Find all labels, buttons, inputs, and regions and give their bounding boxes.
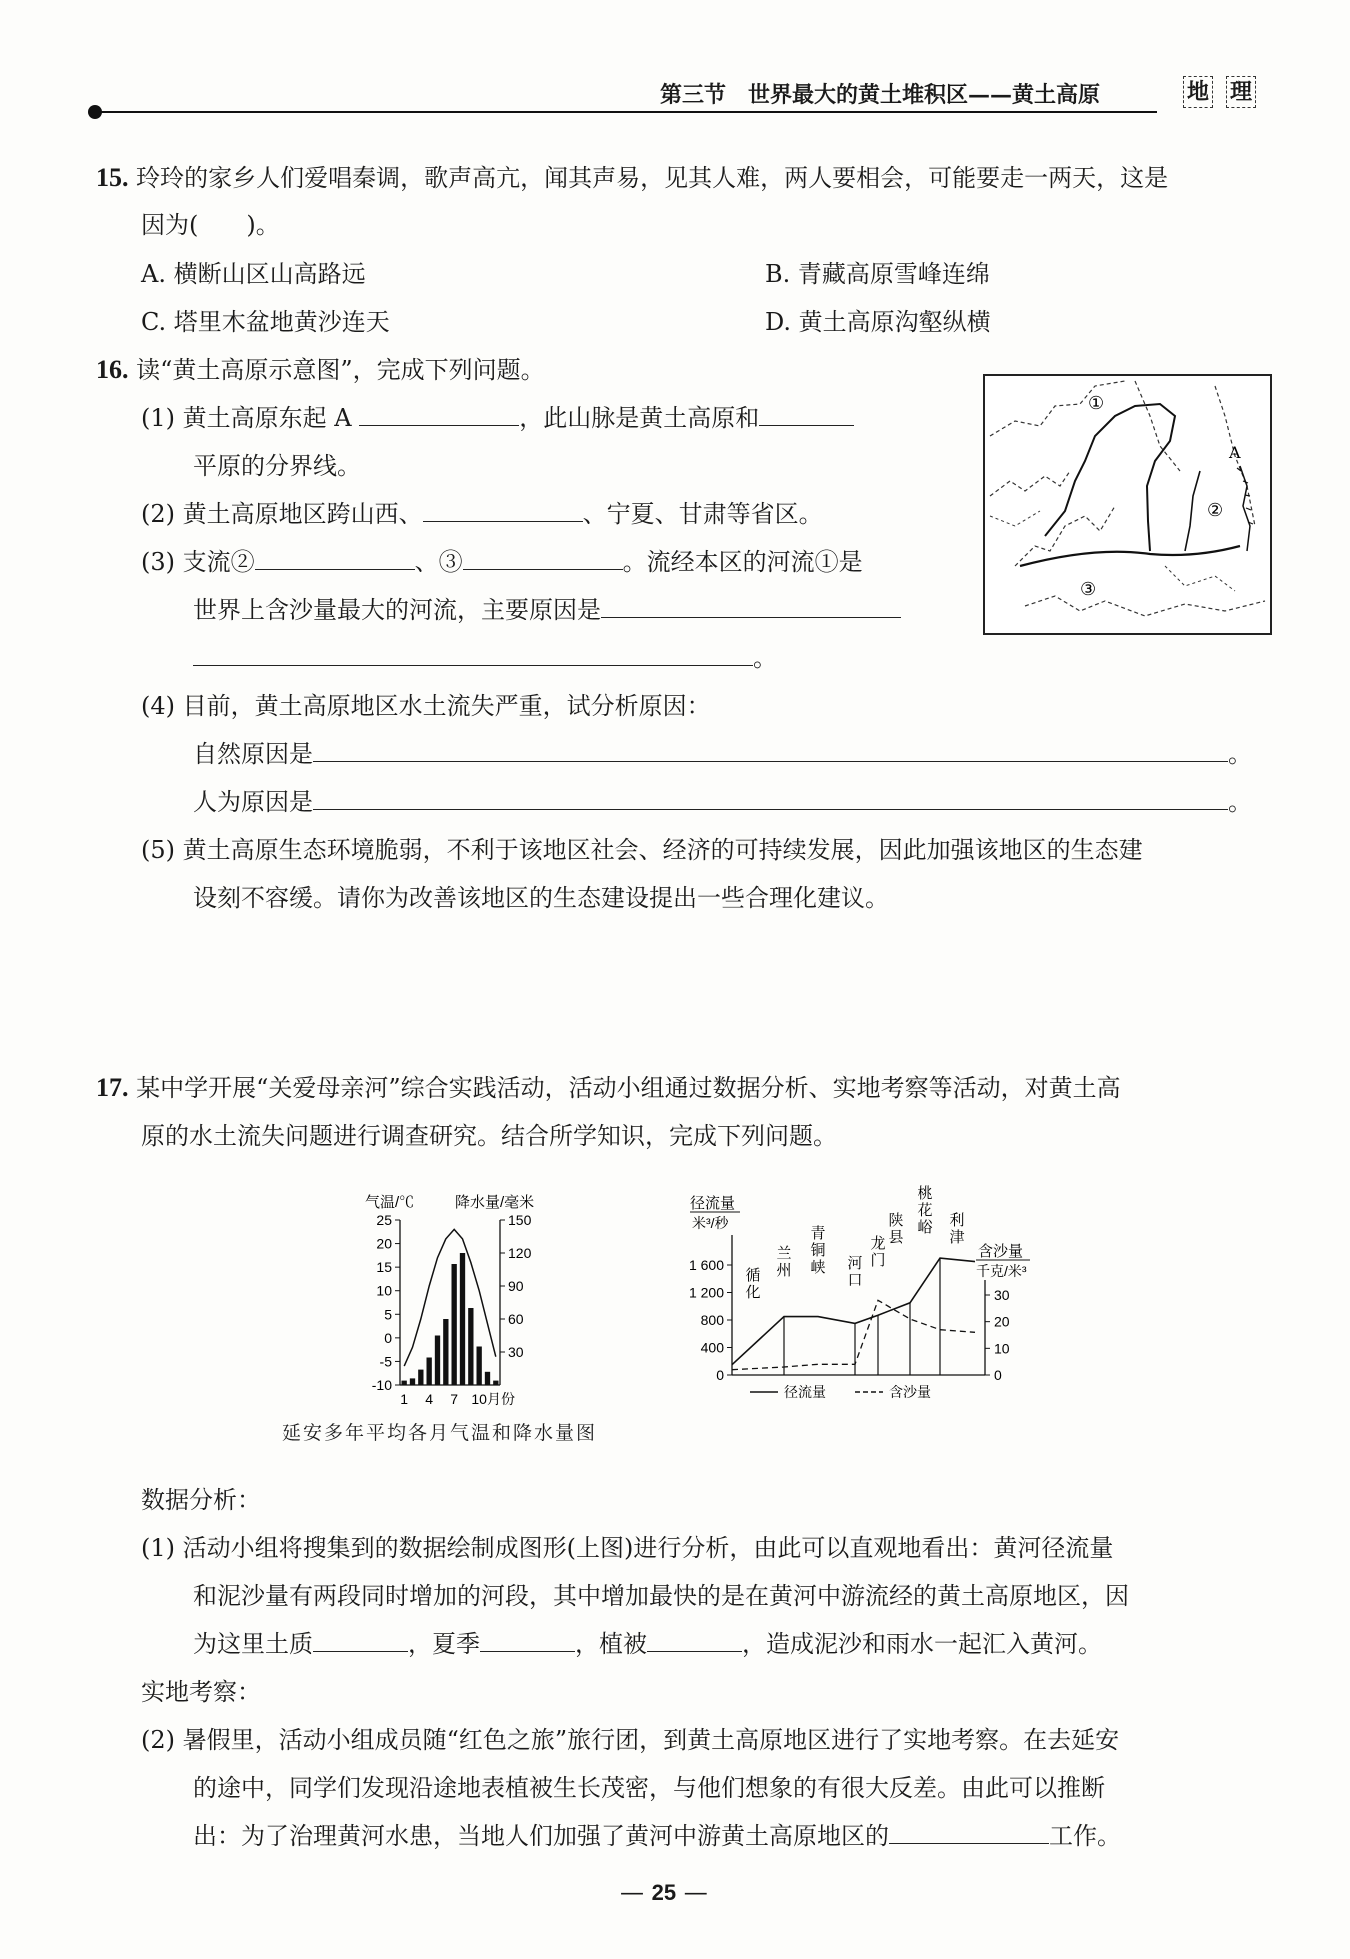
climate-left-axis-label: 气温/℃ (365, 1194, 415, 1211)
sediment-tick-label: 30 (994, 1287, 1010, 1303)
station-label (870, 1235, 885, 1269)
map-label-1: ① (1088, 393, 1105, 414)
q16 (96, 350, 545, 385)
station-label-char: 利 (949, 1212, 965, 1229)
q17-p2-blank[interactable] (889, 1821, 1049, 1844)
q16-part3-line2 (193, 590, 901, 625)
q16-p4-text-a: (4) 目前，黄土高原地区水土流失严重，试分析原因： (141, 692, 711, 720)
q16-part2 (141, 494, 823, 529)
q15-option-d: D. 黄土高原沟壑纵横 (765, 308, 991, 336)
header-rule (92, 111, 1157, 113)
climate-x-label: 月份 (487, 1391, 515, 1407)
sediment-axis-label-2: 千克/米³ (976, 1263, 1027, 1279)
q16-p3-blank-d[interactable] (193, 643, 753, 666)
q17-part2-line3 (193, 1816, 1121, 1851)
station-label-char: 青 (810, 1225, 826, 1242)
map-label-3: ③ (1080, 579, 1097, 600)
precipitation-bar (485, 1372, 490, 1385)
q17-part1-line3 (193, 1624, 1102, 1659)
q17-p1-text-b: 和泥沙量有两段同时增加的河段，其中增加最快的是在黄河中游流经的黄土高原地区，因 (193, 1582, 1129, 1610)
climate-x-tick-label: 7 (450, 1391, 459, 1407)
q17-p1-blank-soil[interactable] (313, 1629, 408, 1652)
subject-char-1: 地 (1183, 76, 1213, 108)
precipitation-bar (402, 1381, 407, 1385)
q15-option-b: B. 青藏高原雪峰连绵 (765, 260, 990, 288)
q16-p5-text-b: 设刻不容缓。请你为改善该地区的生态建设提出一些合理化建议。 (193, 884, 889, 912)
climate-right-tick-label: 120 (508, 1245, 532, 1261)
precipitation-bar (410, 1378, 415, 1385)
station-label-char: 化 (745, 1284, 761, 1301)
q15-stem-2: 因为( )。 (141, 211, 280, 239)
climate-left-tick-label: 10 (376, 1282, 392, 1299)
station-label-char: 州 (776, 1262, 792, 1279)
sediment-tick-label: 20 (994, 1313, 1010, 1330)
q16-p3-text-c: 。流经本区的河流①是 (622, 548, 863, 576)
q16-p2-text-b: 、宁夏、甘肃等省区。 (582, 500, 823, 528)
q17-p1-text-c3: ，植被 (575, 1630, 647, 1658)
q17-stem-1: 某中学开展“关爱母亲河”综合实践活动，活动小组通过数据分析、实地考察等活动，对黄土高 (136, 1074, 1121, 1102)
station-label (776, 1245, 791, 1279)
river-chart (680, 1170, 1050, 1416)
q15-option-c: C. 塔里木盆地黄沙连天 (141, 308, 390, 336)
q16-part4-natural (193, 734, 1252, 769)
q15-option-a: A. 横断山区山高路远 (141, 260, 366, 288)
climate-right-axis-label: 降水量/毫米 (455, 1194, 535, 1211)
climate-chart (355, 1185, 585, 1421)
map-label-a: A (1229, 443, 1241, 462)
runoff-axis-label-1: 径流量 (690, 1195, 736, 1212)
q16-p1-blank-b[interactable] (759, 403, 854, 426)
precipitation-bar (435, 1336, 440, 1386)
q16-p3-end: 。 (753, 644, 777, 672)
q16-number: 16. (96, 355, 129, 384)
climate-left-tick-label: 25 (376, 1212, 392, 1228)
precipitation-bar (452, 1264, 457, 1385)
map-label-2: ② (1207, 500, 1224, 521)
q16-part4-human (193, 782, 1252, 817)
sediment-axis-label-1: 含沙量 (978, 1243, 1024, 1260)
climate-left-tick-label: -10 (371, 1377, 392, 1393)
station-label (745, 1267, 760, 1301)
precipitation-bar (427, 1358, 432, 1386)
q16-p3-text-a: (3) 支流② (141, 548, 255, 576)
q17-p1-text-c4: ，造成泥沙和雨水一起汇入黄河。 (742, 1630, 1102, 1658)
station-label-char: 循 (745, 1267, 761, 1284)
q17-p1-text-c1: 为这里土质 (193, 1630, 313, 1658)
q15-number: 15. (96, 163, 129, 192)
precipitation-bar (468, 1308, 473, 1385)
station-label-char: 口 (847, 1272, 863, 1289)
q17-p1-text-c2: ，夏季 (408, 1630, 480, 1658)
climate-x-tick-label: 1 (400, 1391, 409, 1407)
climate-left-tick-label: -5 (379, 1353, 392, 1370)
q16-p5-text-a: (5) 黄土高原生态环境脆弱，不利于该地区社会、经济的可持续发展，因此加强该地区的生态建 (141, 836, 1143, 864)
climate-right-tick-label: 150 (508, 1212, 532, 1228)
climate-right-tick-label: 30 (508, 1344, 524, 1360)
precipitation-bar (443, 1319, 448, 1385)
q16-part1-line1 (141, 398, 854, 433)
station-label-char: 峪 (917, 1219, 933, 1236)
runoff-tick-label: 1 200 (688, 1284, 724, 1301)
station-label (810, 1225, 825, 1276)
station-label-char: 铜 (810, 1242, 826, 1259)
page-footer (620, 1878, 708, 1906)
q16-p3-blank-b[interactable] (463, 547, 623, 570)
sediment-tick-label: 10 (994, 1340, 1010, 1357)
q16-p1-text-c: 平原的分界线。 (193, 452, 361, 480)
q16-part3-line1 (141, 542, 863, 577)
station-label-char: 花 (917, 1202, 933, 1219)
q16-stem: 读“黄土高原示意图”，完成下列问题。 (136, 356, 545, 384)
station-label-char: 县 (888, 1229, 904, 1246)
q16-p4-blank-human[interactable] (313, 787, 1228, 810)
legend-runoff: 径流量 (784, 1384, 826, 1400)
precipitation-bar (418, 1370, 423, 1385)
q16-p1-text-a: (1) 黄土高原东起 A (141, 404, 352, 432)
climate-left-tick-label: 20 (376, 1235, 392, 1252)
q15-stem-1: 玲玲的家乡人们爱唱秦调，歌声高亢，闻其声易，见其人难，两人要相会，可能要走一两天，这是 (136, 164, 1169, 192)
station-label-char: 桃 (917, 1185, 933, 1202)
loess-plateau-map (983, 374, 1272, 635)
sediment-tick-label: 0 (994, 1367, 1002, 1383)
climate-chart-svg (355, 1185, 585, 1415)
q17-data-title: 数据分析： (141, 1486, 261, 1514)
climate-right-tick-label: 60 (508, 1311, 524, 1327)
q16-p3-blank-c[interactable] (601, 595, 901, 618)
station-label-char: 兰 (776, 1245, 792, 1262)
q17 (96, 1068, 1121, 1103)
station-label-char: 陕 (888, 1212, 904, 1229)
station-label-char: 津 (949, 1229, 965, 1246)
q17-p1-blank-vegetation[interactable] (647, 1629, 742, 1652)
climate-left-tick-label: 15 (376, 1259, 392, 1276)
q17-p1-text-a: (1) 活动小组将搜集到的数据绘制成图形(上图)进行分析，由此可以直观地看出：黄河径流量 (141, 1534, 1114, 1562)
climate-left-tick-label: 0 (384, 1329, 392, 1346)
station-label-char: 龙 (870, 1235, 886, 1252)
station-label-char: 河 (847, 1255, 863, 1272)
q16-p4-blank-natural[interactable] (313, 739, 1228, 762)
precipitation-bar (477, 1347, 482, 1386)
river-chart-svg (680, 1170, 1050, 1410)
station-label (949, 1212, 964, 1246)
q16-p4-text-b: 自然原因是 (193, 740, 313, 768)
q16-p3-text-b: 、③ (414, 548, 463, 576)
q16-p4-end-2: 。 (1228, 788, 1252, 816)
runoff-tick-label: 800 (700, 1312, 724, 1328)
q16-p4-text-c: 人为原因是 (193, 788, 313, 816)
climate-x-tick-label: 10 (471, 1391, 487, 1407)
runoff-tick-label: 0 (716, 1367, 724, 1383)
q17-field-title: 实地考察： (141, 1678, 261, 1706)
q16-p2-blank[interactable] (423, 499, 583, 522)
climate-right-tick-label: 90 (508, 1278, 524, 1294)
q17-p2-text-c1: 出：为了治理黄河水患，当地人们加强了黄河中游黄土高原地区的 (193, 1822, 889, 1850)
climate-left-tick-label: 5 (384, 1306, 392, 1323)
q16-p1-text-b: ，此山脉是黄土高原和 (519, 404, 760, 432)
station-label (917, 1184, 933, 1236)
q17-p1-blank-summer[interactable] (480, 1629, 575, 1652)
precipitation-bar (493, 1381, 498, 1385)
station-label-char: 峡 (810, 1259, 826, 1276)
q16-p4-end-1: 。 (1228, 740, 1252, 768)
station-label (847, 1255, 862, 1289)
page-number: 25 (651, 1880, 677, 1905)
page-dash-left: — (620, 1878, 644, 1906)
page-dash-right: — (683, 1878, 708, 1906)
q16-p2-text-a: (2) 黄土高原地区跨山西、 (141, 500, 423, 528)
q16-part3-line3 (193, 638, 777, 673)
climate-x-tick-label: 4 (425, 1391, 434, 1407)
q17-stem-2: 原的水土流失问题进行调查研究。结合所学知识，完成下列问题。 (141, 1122, 837, 1150)
sediment-line (732, 1300, 975, 1369)
legend-sediment: 含沙量 (889, 1384, 931, 1400)
q16-p1-blank-a[interactable] (359, 403, 519, 426)
q16-p3-text-d: 世界上含沙量最大的河流，主要原因是 (193, 596, 601, 624)
q17-number: 17. (96, 1073, 129, 1102)
runoff-tick-label: 400 (700, 1339, 724, 1356)
map-svg (985, 376, 1270, 633)
q16-p3-blank-a[interactable] (255, 547, 415, 570)
temperature-curve (404, 1229, 496, 1366)
q15 (96, 158, 1168, 193)
runoff-axis-label-2: 米³/秒 (692, 1215, 729, 1231)
station-label (888, 1211, 903, 1246)
climate-chart-caption: 延安多年平均各月气温和降水量图 (282, 1422, 598, 1444)
station-label-char: 门 (870, 1252, 886, 1269)
precipitation-bar (460, 1253, 465, 1385)
q17-p2-text-c2: 工作。 (1049, 1822, 1121, 1850)
q17-p2-text-a: (2) 暑假里，活动小组成员随“红色之旅”旅行团，到黄土高原地区进行了实地考察。在去延安 (141, 1726, 1120, 1754)
q17-p2-text-b: 的途中，同学们发现沿途地表植被生长茂密，与他们想象的有很大反差。由此可以推断 (193, 1774, 1105, 1802)
runoff-tick-label: 1 600 (688, 1257, 724, 1273)
header-title: 第三节 世界最大的黄土堆积区——黄土高原 (660, 82, 1101, 108)
subject-char-2: 理 (1226, 76, 1256, 108)
